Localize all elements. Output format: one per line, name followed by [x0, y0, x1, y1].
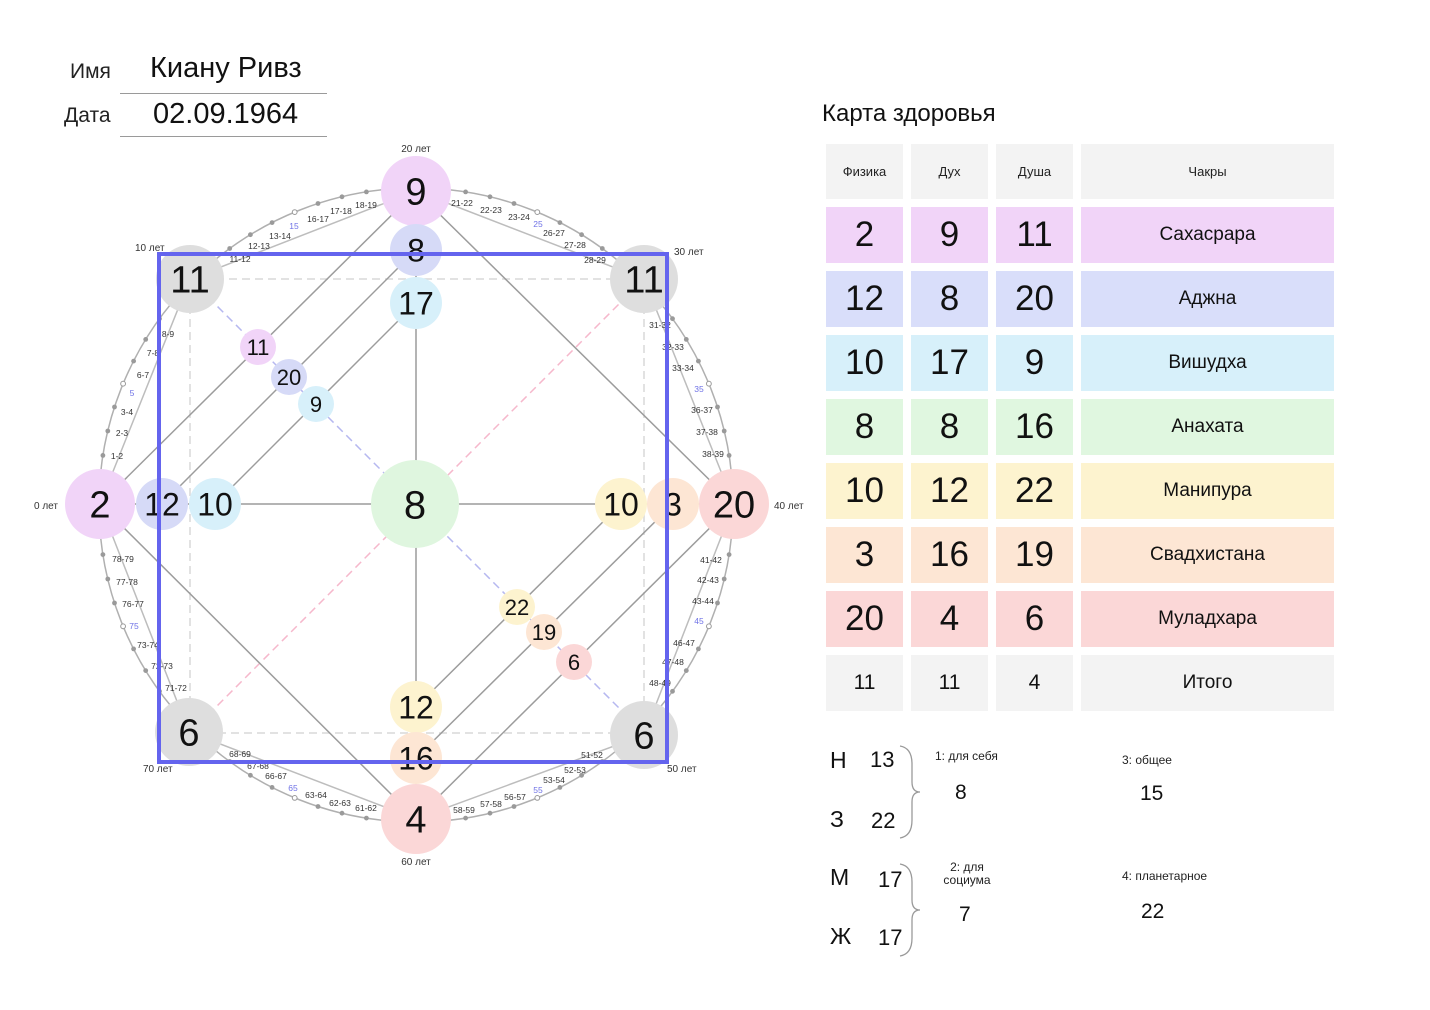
chakra-name-cell: Анахата: [1081, 399, 1334, 455]
age-dot: [558, 220, 563, 225]
health-card-body: [826, 207, 1334, 711]
soul-cell: 16: [996, 399, 1073, 455]
age-dot: [143, 337, 148, 342]
soul-cell: 11: [996, 207, 1073, 263]
planetary-label: 4: планетарное: [1122, 869, 1208, 883]
soul-cell: 22: [996, 463, 1073, 519]
year-label: 65: [288, 783, 298, 793]
spirit-cell: 11: [911, 655, 988, 711]
age-label-top-left: 10 лет: [135, 243, 165, 254]
year-label: 18-19: [355, 200, 377, 210]
spirit-cell: 4: [911, 591, 988, 647]
chakra-name-cell: Вишудха: [1081, 335, 1334, 391]
energy-node: [271, 359, 307, 395]
age-dot: [696, 359, 701, 364]
energy-node-value: 22: [504, 594, 530, 620]
year-label: 12-13: [248, 241, 270, 251]
energy-node-value: 6: [567, 649, 581, 675]
soul-cell: 19: [996, 527, 1073, 583]
energy-node-value: 6: [178, 712, 200, 755]
age-dot: [112, 601, 117, 606]
spirit-cell: 8: [911, 271, 988, 327]
year-label: 35: [694, 384, 704, 394]
energy-node-value: 4: [405, 799, 427, 842]
energy-node-value: 3: [664, 486, 682, 523]
year-label: 73-74: [137, 640, 159, 650]
age-dot: [670, 689, 675, 694]
energy-node-value: 8: [407, 232, 425, 269]
age-dot: [488, 194, 493, 199]
year-label: 13-14: [269, 231, 291, 241]
physics-cell: 10: [826, 463, 903, 519]
social-label: [934, 861, 1000, 887]
chakra-name-cell: Свадхистана: [1081, 527, 1334, 583]
age-label-top-right: 30 лет: [674, 247, 704, 258]
age-dot: [248, 232, 253, 237]
year-label: 22-23: [480, 205, 502, 215]
year-label: 8-9: [161, 329, 175, 339]
year-label: 56-57: [504, 792, 526, 802]
year-label: 78-79: [112, 554, 134, 564]
year-label: 37-38: [696, 427, 718, 437]
age-dot: [270, 785, 275, 790]
age-dot: [707, 381, 712, 386]
age-dot: [535, 210, 540, 215]
year-label: 52-53: [564, 765, 586, 775]
health-row: [826, 335, 1334, 391]
spirit-cell: 9: [911, 207, 988, 263]
year-label: 7-8: [146, 348, 160, 358]
sky-letter: Н: [830, 747, 847, 773]
energy-node: [390, 681, 442, 733]
physics-cell: 2: [826, 207, 903, 263]
energy-node-value: 10: [603, 486, 639, 523]
year-label: 6-7: [136, 370, 150, 380]
col-header-soul: Душа: [996, 144, 1073, 199]
male-letter: М: [830, 864, 850, 890]
date-label: Дата: [64, 104, 111, 127]
health-row: [826, 527, 1334, 583]
spirit-cell: 12: [911, 463, 988, 519]
age-dot: [535, 796, 540, 801]
health-card-table: [818, 136, 1342, 719]
energy-node: [371, 460, 459, 548]
age-dot: [121, 381, 126, 386]
energy-node-value: 11: [246, 334, 270, 360]
energy-node: [390, 277, 442, 329]
energy-node: [189, 478, 241, 530]
name-value: Киану Ривз: [150, 52, 302, 84]
energy-node-value: 10: [197, 486, 233, 523]
energy-node-value: 9: [309, 391, 323, 417]
age-label-left: 0 лет: [34, 501, 58, 512]
common-value: 15: [1140, 782, 1164, 805]
energy-node-value: 8: [403, 483, 427, 528]
age-dot: [292, 210, 297, 215]
age-dot: [121, 624, 126, 629]
energy-node: [556, 644, 592, 680]
energy-node-value: 6: [633, 715, 655, 758]
spirit-cell: 16: [911, 527, 988, 583]
earth-value: 22: [871, 808, 896, 833]
female-letter: Ж: [830, 923, 852, 949]
energy-node-value: 2: [89, 484, 111, 527]
energy-node-value: 12: [398, 689, 434, 726]
energy-node: [155, 698, 223, 766]
year-label: 46-47: [673, 638, 695, 648]
year-label: 42-43: [697, 575, 719, 585]
year-label: 72-73: [151, 661, 173, 671]
age-dot: [316, 804, 321, 809]
spirit-cell: 17: [911, 335, 988, 391]
year-label: 3-4: [120, 407, 134, 417]
chakra-name-cell: Итого: [1081, 655, 1334, 711]
common-label: 3: общее: [1122, 753, 1172, 767]
age-label-right: 40 лет: [774, 501, 804, 512]
soul-cell: 9: [996, 335, 1073, 391]
age-dot: [512, 201, 517, 206]
age-dot: [463, 190, 468, 195]
year-label: 5: [129, 388, 135, 398]
age-dot: [715, 405, 720, 410]
age-dot: [722, 429, 727, 434]
age-dot: [131, 647, 136, 652]
energy-node: [499, 589, 535, 625]
energy-node: [136, 478, 188, 530]
energy-node-value: 12: [144, 486, 180, 523]
age-dot: [143, 668, 148, 673]
energy-node-value: 19: [531, 619, 557, 645]
age-dot: [340, 811, 345, 816]
year-label: 66-67: [265, 771, 287, 781]
energy-node: [390, 732, 442, 784]
energy-node-value: 16: [398, 740, 434, 777]
age-dot: [696, 647, 701, 652]
soul-cell: 20: [996, 271, 1073, 327]
energy-node: [381, 156, 451, 226]
year-label: 31-32: [649, 320, 671, 330]
for-self-value: 8: [955, 781, 967, 804]
age-dot: [292, 796, 297, 801]
year-label: 38-39: [702, 449, 724, 459]
health-row: [826, 399, 1334, 455]
age-label-bottom-right: 50 лет: [667, 764, 697, 775]
age-dot: [558, 785, 563, 790]
brace-bottom: [898, 862, 922, 958]
physics-cell: 12: [826, 271, 903, 327]
year-label: 47-48: [662, 657, 684, 667]
energy-node-value: 9: [405, 171, 427, 214]
date-value: 02.09.1964: [153, 98, 299, 130]
age-dot: [512, 804, 517, 809]
age-dot: [316, 201, 321, 206]
chakra-name-cell: Муладхара: [1081, 591, 1334, 647]
energy-node: [390, 224, 442, 276]
year-label: 33-34: [672, 363, 694, 373]
energy-node-value: 11: [624, 259, 664, 302]
age-dot: [270, 220, 275, 225]
age-dot: [684, 337, 689, 342]
year-label: 45: [694, 616, 704, 626]
age-label-bottom-left: 70 лет: [143, 764, 173, 775]
year-label: 68-69: [229, 749, 251, 759]
year-label: 43-44: [692, 596, 714, 606]
earth-letter: З: [830, 806, 844, 832]
physics-cell: 11: [826, 655, 903, 711]
year-label: 21-22: [451, 198, 473, 208]
year-label: 11-12: [229, 254, 251, 264]
year-label: 36-37: [691, 405, 713, 415]
age-dot: [727, 453, 732, 458]
age-dot: [101, 453, 106, 458]
age-dot: [715, 601, 720, 606]
age-dot: [248, 773, 253, 778]
year-label: 67-68: [247, 761, 269, 771]
energy-node: [381, 784, 451, 854]
soul-cell: 4: [996, 655, 1073, 711]
health-row: [826, 591, 1334, 647]
chakra-name-cell: Манипура: [1081, 463, 1334, 519]
age-dot: [488, 811, 493, 816]
energy-node-value: 20: [276, 364, 302, 390]
social-value: 7: [959, 903, 971, 926]
year-label: 15: [289, 221, 299, 231]
name-label: Имя: [70, 60, 111, 83]
col-header-spirit: Дух: [911, 144, 988, 199]
year-label: 61-62: [355, 803, 377, 813]
year-label: 75: [129, 621, 139, 631]
chakra-name-cell: Сахасрара: [1081, 207, 1334, 263]
social-label-line-2: социума: [943, 873, 991, 887]
year-label: 76-77: [122, 599, 144, 609]
year-label: 62-63: [329, 798, 351, 808]
year-label: 48-49: [649, 678, 671, 688]
chakra-name-cell: Аджна: [1081, 271, 1334, 327]
year-label: 27-28: [564, 240, 586, 250]
age-dot: [105, 429, 110, 434]
age-dot: [105, 577, 110, 582]
for-self-label: 1: для себя: [935, 749, 998, 763]
physics-cell: 10: [826, 335, 903, 391]
energy-node-value: 20: [712, 484, 756, 527]
year-label: 17-18: [330, 206, 352, 216]
year-label: 25: [533, 219, 543, 229]
spirit-cell: 8: [911, 399, 988, 455]
col-header-chakras: Чакры: [1081, 144, 1334, 199]
col-header-physics: Физика: [826, 144, 903, 199]
age-dot: [707, 624, 712, 629]
brace-top: [898, 744, 922, 840]
year-label: 16-17: [307, 214, 329, 224]
age-dot: [600, 246, 605, 251]
energy-node: [298, 386, 334, 422]
year-label: 57-58: [480, 799, 502, 809]
energy-node: [240, 329, 276, 365]
age-dot: [684, 668, 689, 673]
age-dot: [463, 816, 468, 821]
energy-node: [65, 469, 135, 539]
male-value: 17: [878, 867, 903, 892]
soul-cell: 6: [996, 591, 1073, 647]
energy-node: [699, 469, 769, 539]
year-label: 55: [533, 785, 543, 795]
age-dot: [722, 577, 727, 582]
energy-node: [595, 478, 647, 530]
energy-circles: [65, 156, 769, 854]
energy-node: [526, 614, 562, 650]
sky-value: 13: [870, 747, 895, 772]
social-label-line-1: 2: для: [950, 860, 984, 874]
health-total-row: [826, 655, 1334, 711]
age-dot: [101, 552, 106, 557]
health-row: [826, 463, 1334, 519]
energy-node-value: 17: [398, 285, 434, 322]
age-dot: [364, 190, 369, 195]
physics-cell: 20: [826, 591, 903, 647]
age-label-top: 20 лет: [401, 144, 431, 155]
physics-cell: 8: [826, 399, 903, 455]
age-dot: [131, 359, 136, 364]
health-row: [826, 271, 1334, 327]
year-label: 77-78: [116, 577, 138, 587]
year-label: 63-64: [305, 790, 327, 800]
year-label: 1-2: [110, 451, 124, 461]
physics-cell: 3: [826, 527, 903, 583]
age-dot: [579, 232, 584, 237]
year-label: 32-33: [662, 342, 684, 352]
year-label: 71-72: [165, 683, 187, 693]
energy-node-value: 11: [170, 259, 210, 302]
year-label: 28-29: [584, 255, 606, 265]
year-label: 53-54: [543, 775, 565, 785]
age-dot: [364, 816, 369, 821]
health-card-title: Карта здоровья: [822, 100, 996, 127]
energy-node: [647, 478, 699, 530]
health-card-header-row: [826, 144, 1334, 199]
health-row: [826, 207, 1334, 263]
year-label: 41-42: [700, 555, 722, 565]
age-dot: [227, 246, 232, 251]
year-label: 2-3: [115, 428, 129, 438]
year-label: 58-59: [453, 805, 475, 815]
age-dot: [340, 194, 345, 199]
year-label: 26-27: [543, 228, 565, 238]
age-dot: [727, 552, 732, 557]
age-dot: [112, 405, 117, 410]
planetary-value: 22: [1141, 900, 1165, 923]
age-label-bottom: 60 лет: [401, 857, 431, 868]
female-value: 17: [878, 925, 903, 950]
year-label: 51-52: [581, 750, 603, 760]
year-label: 23-24: [508, 212, 530, 222]
